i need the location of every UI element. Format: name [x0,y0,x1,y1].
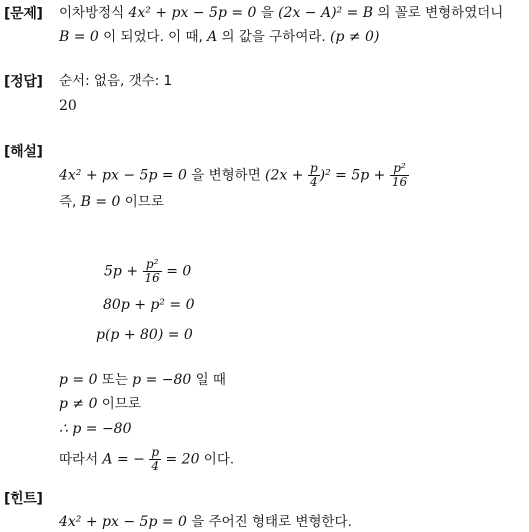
problem-variable: A [207,29,218,45]
solution-line-4: p ≠ 0 이므로 [59,396,141,412]
problem-line-2 [59,28,379,46]
solution-line-6: 따라서 A = − $\frac{p}{4}$ = 20 이다. [59,445,235,473]
solution-line-1 [59,162,409,189]
problem-target-form: (2x − A)² = B [278,5,374,21]
solution-square-rhs: )² = 5p + [319,167,386,184]
hint-text: 을 주어진 형태로 변형한다. [186,514,352,530]
equation-step-2: 80p + p² = 0 [103,297,195,313]
answer-value: 20 [59,98,77,114]
problem-text: 이 되었다. 이 때, [98,29,208,45]
solution-text: 이므로 [120,194,164,210]
problem-label: [문제] [4,6,43,22]
equation-step-3: p(p + 80) = 0 [96,327,193,343]
solution-equation: 4x² + px − 5p = 0 [59,167,187,184]
problem-line-1 [59,4,503,22]
hint-label: [힌트] [4,491,43,507]
answer-label: [정답] [4,74,43,90]
fraction-p2-over-16: $\frac{\text{p²}}{16}$ [144,257,160,285]
solution-line-5: ∴ p = −80 [59,421,132,437]
problem-text: 을 [256,5,279,21]
equation-step-1: 5p + $\frac{\text{p²}}{16}$ = 0 [104,257,192,285]
hint-equation: 4x² + px − 5p = 0 [59,514,187,530]
fraction-p-over-4: $\frac{p}{4}$ [309,161,318,189]
fraction-p2-over-16: $\frac{\text{p²}}{16}$ [391,161,408,189]
problem-equation: 4x² + px − 5p = 0 [128,5,257,21]
answer-meta: 순서: 없음, 갯수: 1 [59,73,173,89]
solution-line-3: p = 0 또는 p = −80 일 때 [59,372,226,388]
hint-line [59,513,352,531]
solution-text: 즉, [59,194,81,210]
problem-text: 이차방정식 [59,5,129,21]
solution-line-2 [59,193,164,211]
fraction-p-over-4: $\frac{p}{4}$ [151,445,160,473]
problem-condition-p: (p ≠ 0) [330,29,380,45]
solution-label: [해설] [4,144,43,160]
problem-text: 의 꼴로 변형하였더니 [373,5,504,21]
problem-text: 의 값을 구하여라. [217,29,330,45]
solution-b-zero: B = 0 [80,194,121,210]
problem-condition-b: B = 0 [59,29,99,45]
solution-text: 을 변형하면 [186,167,266,184]
solution-square-lhs: (2x + [265,167,304,184]
